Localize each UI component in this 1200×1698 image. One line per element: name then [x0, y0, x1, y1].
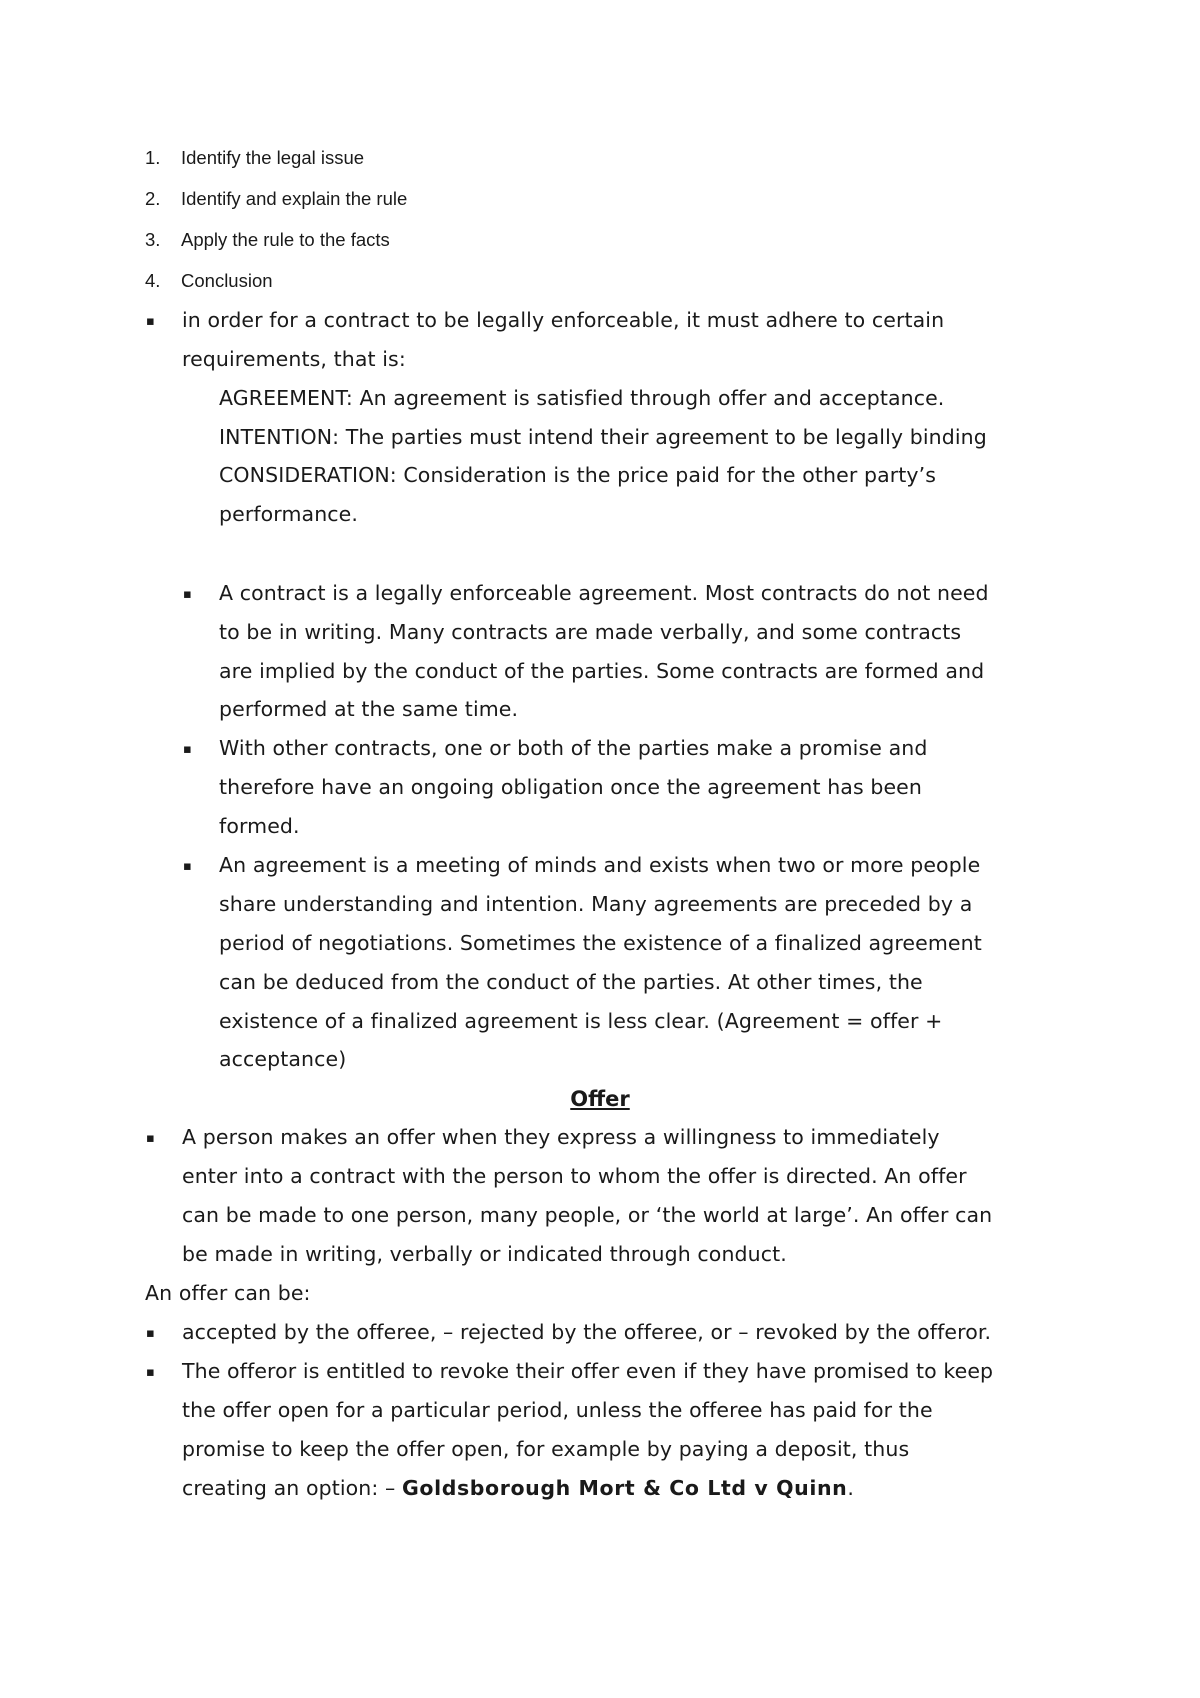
requirements-line: in order for a contract to be legally enforceable, it must adhere to certain	[182, 308, 945, 332]
case-citation-prefix: creating an option: –	[182, 1476, 402, 1500]
case-name: Goldsborough Mort & Co Ltd v Quinn	[401, 1476, 848, 1500]
paragraph-line: acceptance)	[219, 1047, 347, 1071]
requirement-item: INTENTION: The parties must intend their agreement to be legally binding	[219, 425, 987, 449]
section-heading: Offer	[570, 1087, 630, 1111]
paragraph-line: An offer can be:	[145, 1281, 311, 1305]
step-item	[145, 229, 390, 251]
paragraph-line: the offer open for a particular period, unless the offeree has paid for the	[182, 1398, 933, 1422]
requirements-line: requirements, that is:	[182, 347, 406, 371]
paragraph-line: A contract is a legally enforceable agreement. Most contracts do not need	[219, 581, 989, 605]
step-text: Identify the legal issue	[181, 147, 365, 168]
step-item	[145, 270, 273, 292]
paragraph-line: performed at the same time.	[219, 697, 519, 721]
paragraph-line: to be in writing. Many contracts are made verbally, and some contracts	[219, 620, 962, 644]
step-number: 3.	[145, 229, 161, 250]
paragraph-line: be made in writing, verbally or indicated through conduct.	[182, 1242, 787, 1266]
step-text: Apply the rule to the facts	[181, 229, 390, 250]
case-citation-suffix: .	[847, 1476, 854, 1500]
paragraph-line: are implied by the conduct of the parties. Some contracts are formed and	[219, 659, 985, 683]
paragraph-line: accepted by the offeree, – rejected by the offeree, or – revoked by the offeror.	[182, 1320, 992, 1344]
requirement-item: AGREEMENT: An agreement is satisfied through offer and acceptance.	[219, 386, 945, 410]
step-number: 1.	[145, 147, 161, 168]
paragraph-line: The offeror is entitled to revoke their offer even if they have promised to keep	[182, 1359, 994, 1383]
bullet-icon: ▪	[146, 314, 155, 329]
paragraph-line: period of negotiations. Sometimes the existence of a finalized agreement	[219, 931, 982, 955]
step-number: 4.	[145, 270, 161, 291]
step-item	[145, 147, 364, 169]
bullet-icon: ▪	[146, 1131, 155, 1146]
paragraph-line: can be deduced from the conduct of the parties. At other times, the	[219, 970, 923, 994]
requirement-item: performance.	[219, 502, 359, 526]
paragraph-line: An agreement is a meeting of minds and exists when two or more people	[219, 853, 981, 877]
paragraph-line: therefore have an ongoing obligation once the agreement has been	[219, 775, 922, 799]
bullet-icon: ▪	[146, 1326, 155, 1341]
paragraph-line: A person makes an offer when they express a willingness to immediately	[182, 1125, 940, 1149]
bullet-icon: ▪	[183, 742, 192, 757]
paragraph-line: share understanding and intention. Many agreements are preceded by a	[219, 892, 973, 916]
bullet-icon: ▪	[183, 587, 192, 602]
paragraph-line: formed.	[219, 814, 300, 838]
paragraph-line: existence of a finalized agreement is less clear. (Agreement = offer +	[219, 1009, 943, 1033]
step-item	[145, 188, 407, 210]
step-text: Identify and explain the rule	[181, 188, 408, 209]
paragraph-line: enter into a contract with the person to whom the offer is directed. An offer	[182, 1164, 967, 1188]
paragraph-line: promise to keep the offer open, for example by paying a deposit, thus	[182, 1437, 910, 1461]
step-number: 2.	[145, 188, 161, 209]
paragraph-line	[182, 1476, 854, 1500]
bullet-icon: ▪	[146, 1365, 155, 1380]
bullet-icon: ▪	[183, 859, 192, 874]
paragraph-line: can be made to one person, many people, or ‘the world at large’. An offer can	[182, 1203, 993, 1227]
step-text: Conclusion	[181, 270, 273, 291]
paragraph-line: With other contracts, one or both of the parties make a promise and	[219, 736, 928, 760]
requirement-item: CONSIDERATION: Consideration is the price paid for the other party’s	[219, 463, 937, 487]
